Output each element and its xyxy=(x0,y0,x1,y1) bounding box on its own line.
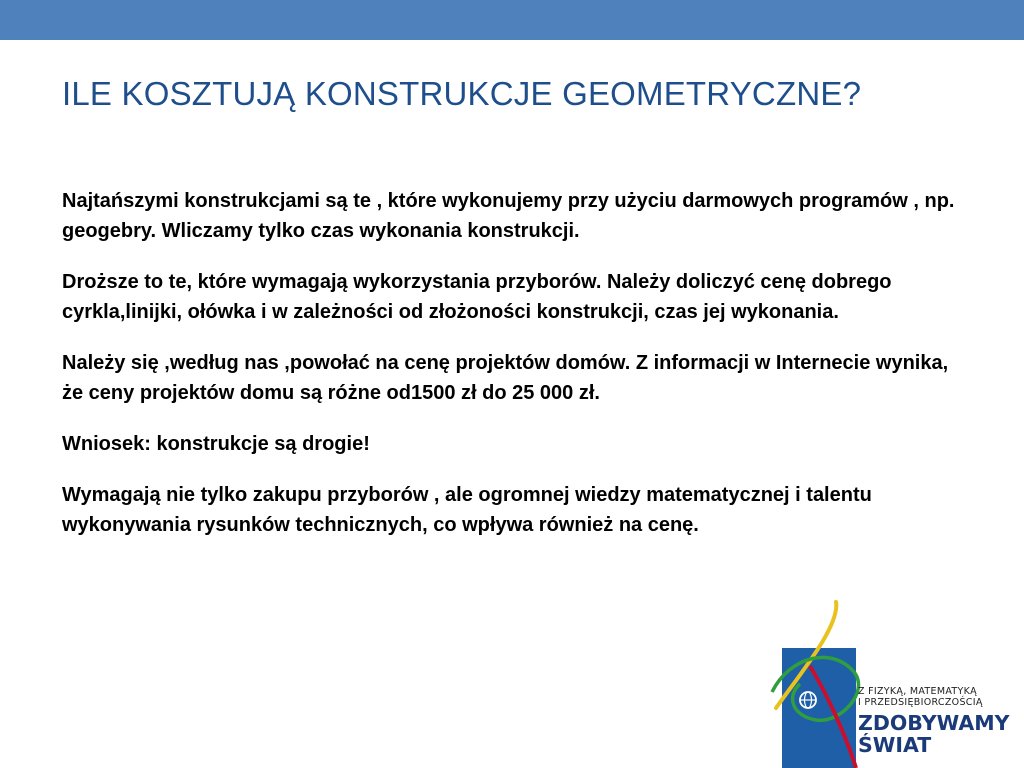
paragraph-expensive: Droższe to te, które wymagają wykorzystania przyborów. Należy doliczyć cenę dobrego cyrkla,linijki, ołówka i w zależności od złożoności konstrukcji, czas jej wykonania. xyxy=(62,271,892,323)
top-accent-bar xyxy=(0,0,1024,40)
paragraph-requirements: Wymagają nie tylko zakupu przyborów , ale ogromnej wiedzy matematycznej i talentu wykonywania rysunków technicznych, co wpływa również na cenę. xyxy=(62,484,872,536)
logo-name-line2: ŚWIAT xyxy=(858,733,932,757)
logo-name-line1: ZDOBYWAMY xyxy=(858,711,1010,735)
paragraph-cheapest: Najtańszymi konstrukcjami są te , które wykonujemy przy użyciu darmowych programów , np. geogebry. Wliczamy tylko czas wykonania konstrukcji. xyxy=(62,190,955,242)
paragraph-conclusion: Wniosek: konstrukcje są drogie! xyxy=(62,433,370,455)
slide-title: ILE KOSZTUJĄ KONSTRUKCJE GEOMETRYCZNE? xyxy=(62,75,862,112)
slide-body xyxy=(62,186,972,561)
logo-tagline-line1: Z FIZYKĄ, MATEMATYKĄ xyxy=(858,686,977,697)
paragraph-house-projects: Należy się ,według nas ,powołać na cenę projektów domów. Z informacji w Internecie wynika, że ceny projektów domu są różne od1500 zł do 25 000 zł. xyxy=(62,352,949,404)
logo-tagline-line2: I PRZEDSIĘBIORCZOŚCIĄ xyxy=(858,697,983,708)
